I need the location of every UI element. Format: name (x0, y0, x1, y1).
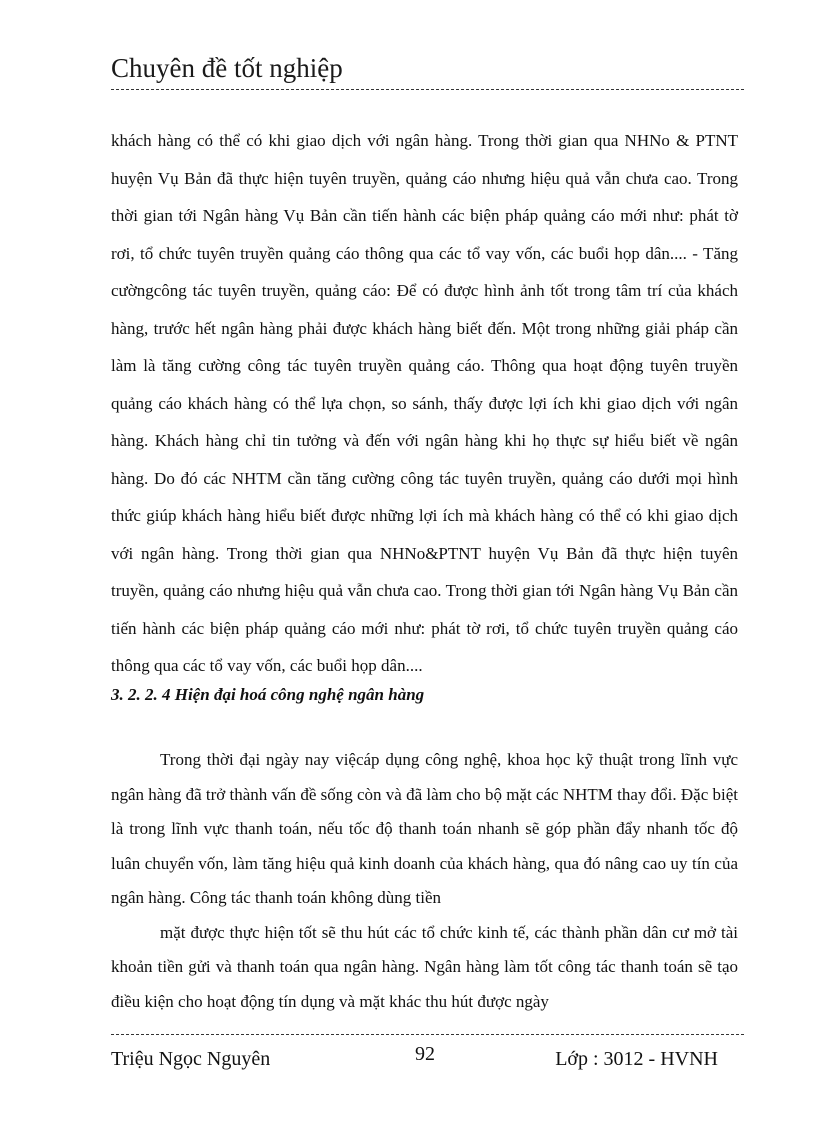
paragraph-technology: Trong thời đại ngày nay việcáp dụng công nghệ, khoa học kỹ thuật trong lĩnh vực ngân hàng đã trở thành vấn đề sống còn và đã làm cho bộ mặt các NHTM thay đổi. Đặc biệt là trong lĩnh vực thanh toán, nếu tốc độ thanh toán nhanh sẽ góp phần đẩy nhanh tốc độ luân chuyển vốn, làm tăng hiệu quả kinh doanh của khách hàng, qua đó nâng cao uy tín của ngân hàng. Công tác thanh toán không dùng tiền (111, 750, 738, 907)
footer-author: Triệu Ngọc Nguyên (111, 1048, 271, 1070)
section-heading: 3. 2. 2. 4 Hiện đại hoá công nghệ ngân hàng (111, 685, 425, 704)
body-text-block (111, 122, 738, 685)
paragraph-advertising: khách hàng có thể có khi giao dịch với ngân hàng. Trong thời gian qua NHNo & PTNT huyện Vụ Bản đã thực hiện tuyên truyền, quảng cáo nhưng hiệu quả vẫn chưa cao. Trong thời gian tới Ngân hàng Vụ Bản cần tiến hành các biện pháp quảng cáo mới như: phát tờ rơi, tổ chức tuyên truyền quảng cáo thông qua các tổ vay vốn, các buổi họp dân.... - Tăng cườngcông tác tuyên truyền, quảng cáo: Để có được hình ảnh tốt trong tâm trí của khách hàng, trước hết ngân hàng phải được khách hàng biết đến. Một trong những giải pháp cần làm là tăng cường công tác tuyên truyền quảng cáo. Thông qua hoạt động tuyên truyền quảng cáo khách hàng có thể lựa chọn, so sánh, thấy được lợi ích khi giao dịch với ngân hàng. Khách hàng chỉ tin tưởng và đến với ngân hàng khi họ thực sự hiểu biết về ngân hàng. Do đó các NHTM cần tăng cường công tác tuyên truyền, quảng cáo dưới mọi hình thức giúp khách hàng hiểu biết được những lợi ích mà khách hàng có thể có khi giao dịch với ngân hàng. Trong thời gian qua NHNo&PTNT huyện Vụ Bản đã thực hiện tuyên truyền, quảng cáo nhưng hiệu quả vẫn chưa cao. Trong thời gian tới Ngân hàng Vụ Bản cần tiến hành các biện pháp quảng cáo mới như: phát tờ rơi, tổ chức tuyên truyền quảng cáo thông qua các tổ vay vốn, các buổi họp dân.... (111, 131, 738, 675)
footer-divider (111, 1034, 744, 1035)
header-divider (111, 89, 744, 90)
header-title: Chuyên đề tốt nghiệp (111, 53, 343, 83)
page-number: 92 (415, 1043, 435, 1065)
body-text-block-2 (111, 743, 738, 1019)
paragraph-payment: mặt được thực hiện tốt sẽ thu hút các tổ chức kinh tế, các thành phần dân cư mở tài khoản tiền gửi và thanh toán qua ngân hàng. Ngân hàng làm tốt công tác thanh toán sẽ tạo điều kiện cho hoạt động tín dụng và mặt khác thu hút được ngày (111, 922, 738, 1011)
footer-class-label: Lớp : 3012 - HVNH (555, 1048, 718, 1070)
